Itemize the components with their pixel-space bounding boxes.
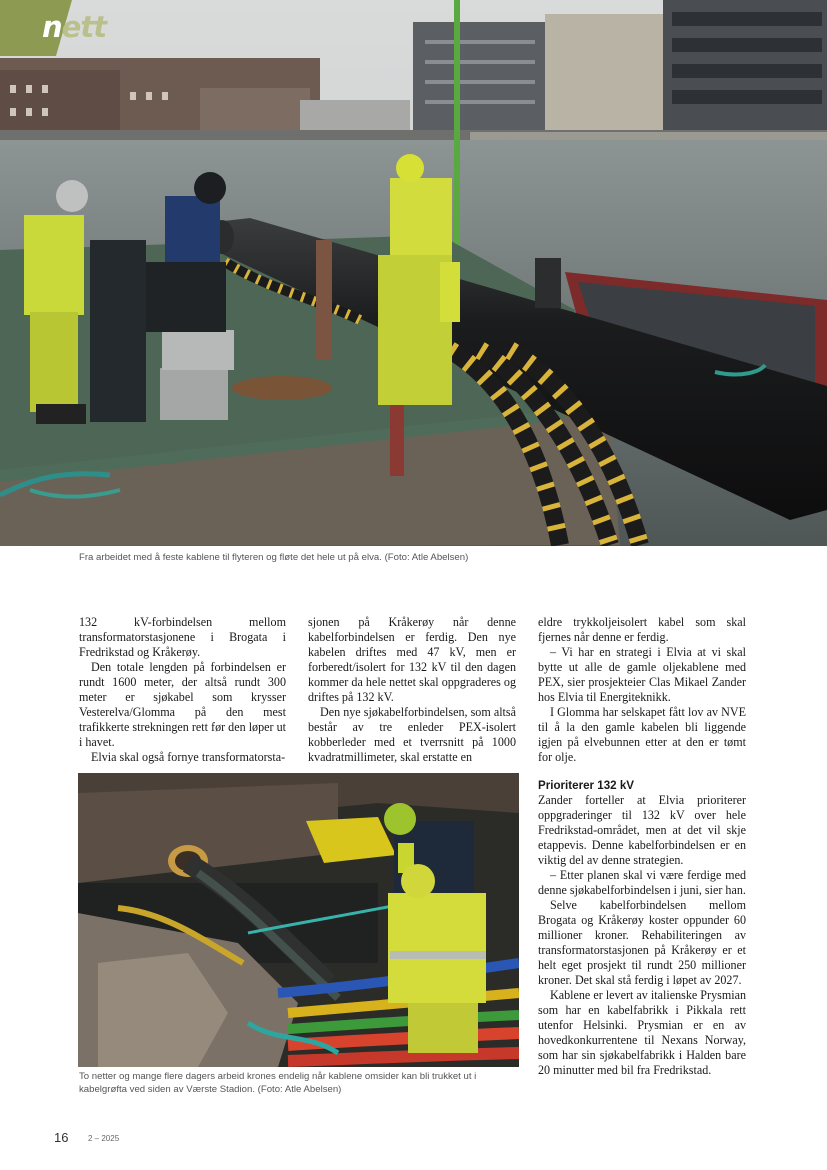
photo-mid-caption-line-2: kabelgrøfta ved siden av Værste Stadion. (Foto: Atle Abelsen) [79,1084,342,1095]
col3-para-7: Kablene er levert av italienske Prysmian som har en kabelfabrikk i Pikkala rett utenfor Helsinki. Prysmian er en av hovedkonkurrentene til Nexans Norway, som har sin sjøkabelfabrikk i Halden bare 20 minutter med bil fra Fredrikstad. [538,988,746,1077]
col1-para-2: Den totale lengden på forbindelsen er rundt 1600 meter, der altså rundt 300 meter er sjøkabel som krysser Vesterelva/Glomma på den mest trafikkerte strekningen rett før den løper ut i havet. [79,660,286,749]
photo-top-caption: Fra arbeidet med å feste kablene til flyteren og fløte det hele ut på elva. (Foto: Atle Abelsen) [79,552,469,563]
photo-barge-scene [0,0,827,546]
photo-mid-caption [79,1070,519,1096]
issue-number: 2 – 2025 [88,1134,120,1143]
col3-para-5: – Etter planen skal vi være ferdige med denne sjøkabelforbindelsen i juni, sier han. [538,868,746,897]
section-label-first: n [42,10,62,44]
col3-para-4: Zander forteller at Elvia prioriterer oppgraderinger til 132 kV over hele Fredrikstad-området, men at det vil skje etappevis. Denne kabelforbindelsen er en viktig del av denne strategien. [538,793,746,867]
col3-para-6: Selve kabelforbindelsen mellom Brogata og Kråkerøy koster oppunder 60 millioner kroner. Rehabiliteringen av transformatorstasjonen på Kråkerøy er et helt eget prosjekt til rundt 250 millioner kroner. Det skal stå ferdig i løpet av 2027. [538,898,746,987]
col3-para-2: – Vi har en strategi i Elvia at vi skal bytte ut alle de gamle oljekablene med PEX, sier prosjekteier Clas Mikael Zander hos Elvia til Energiteknikk. [538,645,746,704]
column-2 [308,615,516,765]
column-1 [79,615,286,765]
col2-para-2: Den nye sjøkabelforbindelsen, som altså består av tre enleder PEX-isolert kobberleder med et tverrsnitt på 1000 kvadratmillimeter, skal erstatte en [308,705,516,764]
photo-trench-scene [78,773,519,1067]
col3-para-3: I Glomma har selskapet fått lov av NVE til å la den gamle kabelen bli liggende igjen på elvebunnen etter at den er tømt for olje. [538,705,746,764]
page-number: 16 [54,1130,69,1145]
col3-subheading: Prioriterer 132 kV [538,779,635,792]
col1-para-1: 132 kV-forbindelsen mellom transformatorstasjonene i Brogata i Fredrikstad og Kråkerøy. [79,615,286,659]
col3-para-1: eldre trykkoljeisolert kabel som skal fjernes når denne er ferdig. [538,615,746,644]
photo-barge-cable-work [0,0,827,546]
section-label-rest: ett [61,10,107,44]
col1-para-3: Elvia skal også fornye transformatorsta- [91,750,286,764]
worker-right [378,154,460,405]
section-label [42,10,106,44]
column-3 [538,615,746,1078]
photo-cable-trench [78,773,519,1067]
col2-para-1: sjonen på Kråkerøy når denne kabelforbindelsen er ferdig. Den nye kabelen driftes med 47 kV, men er forberedt/isolert for 132 kV til den dagen kommer da hele nettet skal oppgraderes og driftes på 132 kV. [308,615,516,704]
photo-mid-caption-line-1: To netter og mange flere dagers arbeid krones endelig når kablene omsider kan bli trukket ut i [79,1071,477,1082]
